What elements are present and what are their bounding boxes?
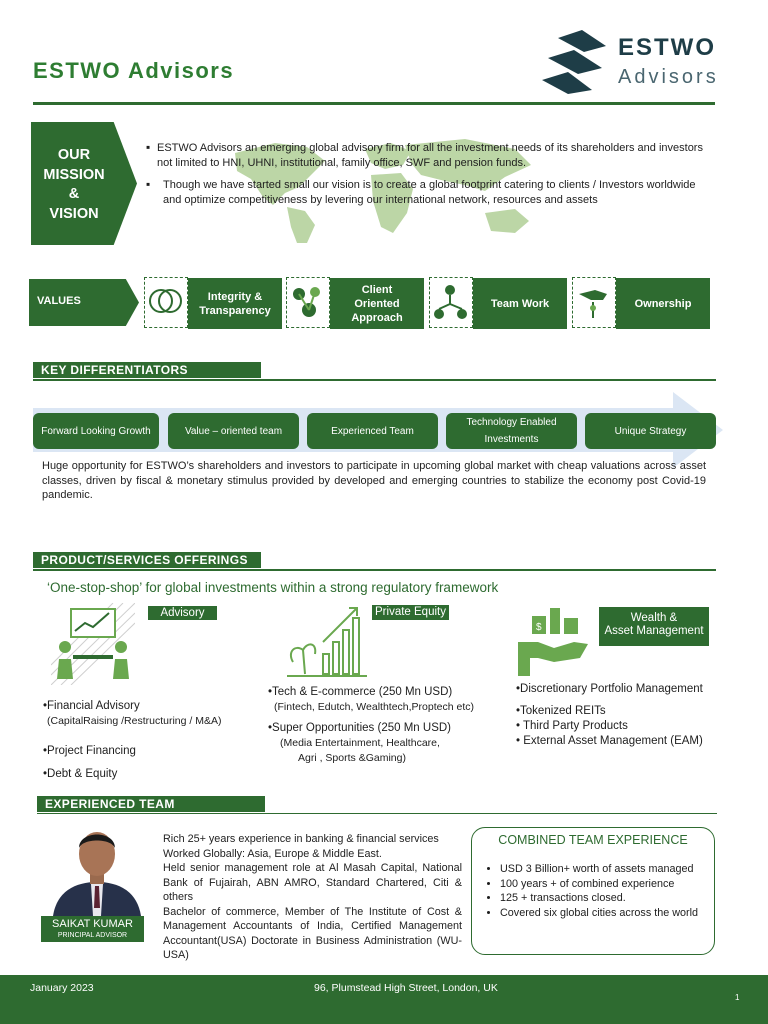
wealth-tag-line: Asset Management <box>604 625 704 637</box>
offerings-tagline: ‘One-stop-shop’ for global investments within a strong regulatory framework <box>47 580 499 595</box>
list-item: Agri , Sports &Gaming) <box>298 752 406 764</box>
list-item: (Fintech, Edutch, Wealthtech,Proptech etc) <box>274 701 474 713</box>
team-bio <box>163 832 462 963</box>
value-ownership: Ownership <box>616 278 710 329</box>
hand-holding-icon <box>573 278 614 326</box>
profile-name: SAIKAT KUMAR <box>52 918 133 930</box>
mission-heading-line: VISION <box>49 205 99 222</box>
wealth-tag <box>599 607 709 646</box>
section-divider <box>37 813 717 814</box>
values-label: VALUES <box>37 295 81 307</box>
differentiator-technology: Technology Enabled Investments <box>446 413 577 449</box>
differentiator-value-team: Value – oriented team <box>168 413 299 449</box>
list-item: • 100 years + of combined experience <box>500 877 699 892</box>
mission-paragraph: ESTWO Advisors an emerging global advisory firm for all the investment needs of its shareholders and investors not limited to HNI, UHNI, institutional, family office, SWF and pension funds. <box>157 142 703 169</box>
intertwined-rings-icon <box>145 278 186 326</box>
bullet-marker: ▪ <box>146 140 151 154</box>
profile-nameplate <box>41 916 144 942</box>
footer-date: January 2023 <box>30 982 94 994</box>
wealth-tag-line: Wealth & <box>630 612 678 624</box>
mission-heading-line: MISSION <box>43 166 105 183</box>
value-icon-box <box>429 277 473 328</box>
growth-plant-chart-icon <box>283 602 371 680</box>
bullet-marker: ▪ <box>146 177 151 191</box>
combined-experience-list <box>483 862 699 920</box>
list-item: • External Asset Management (EAM) <box>516 735 703 747</box>
bio-line: Rich 25+ years experience in banking & financial services <box>163 833 439 845</box>
value-icon-box <box>572 277 616 328</box>
bio-line: Worked Globally: Asia, Europe & Middle East. <box>163 847 382 860</box>
wealth-list <box>516 682 726 749</box>
combined-experience-heading: COMBINED TEAM EXPERIENCE <box>498 833 688 847</box>
list-item: •Debt & Equity <box>43 768 118 780</box>
value-team-work: Team Work <box>473 278 567 329</box>
profile-role: PRINCIPAL ADVISOR <box>57 932 128 939</box>
value-icon-box <box>144 277 188 328</box>
differentiator-experienced-team: Experienced Team <box>307 413 438 449</box>
client-network-icon <box>287 278 328 326</box>
mission-bullet-2 <box>146 178 706 208</box>
advisory-tag: Advisory <box>148 606 217 620</box>
bio-line: Bachelor of commerce, Member of The Institute of Cost & Management Accountants of India, Certified Management Accountant(USA) Doctorate in Business Administration (WU- USA) <box>163 905 462 961</box>
footer-address: 96, Plumstead High Street, London, UK <box>314 982 498 994</box>
list-item: •Discretionary Portfolio Management <box>516 683 703 695</box>
value-client-oriented: Client Oriented Approach <box>330 278 424 329</box>
logo-stripes-icon <box>540 30 610 95</box>
section-divider <box>33 569 716 571</box>
list-item: •Tokenized REITs <box>516 705 606 717</box>
differentiator-forward-growth: Forward Looking Growth <box>33 413 159 449</box>
mission-heading-line: & <box>68 186 80 202</box>
section-heading-offerings: PRODUCT/SERVICES OFFERINGS <box>33 552 261 568</box>
mission-heading <box>31 146 117 224</box>
private-equity-tag: Private Equity <box>372 605 449 620</box>
list-item: (Media Entertainment, Healthcare, <box>280 737 440 749</box>
section-heading-team: EXPERIENCED TEAM <box>37 796 265 812</box>
profile-photo-avatar <box>47 820 147 916</box>
list-item: • Third Party Products <box>516 720 628 732</box>
list-item: •Tech & E-commerce (250 Mn USD) <box>268 686 453 698</box>
title-divider <box>33 102 715 105</box>
team-hierarchy-icon <box>430 278 471 326</box>
differentiator-unique-strategy: Unique Strategy <box>585 413 716 449</box>
logo-subtitle: Advisors <box>618 66 719 88</box>
list-item: • 125 + transactions closed. <box>500 891 699 906</box>
list-item: • USD 3 Billion+ worth of assets managed <box>500 862 699 877</box>
section-divider <box>33 379 716 381</box>
logo-wordmark: ESTWO <box>618 34 716 61</box>
value-integrity: Integrity & Transparency <box>188 278 282 329</box>
list-item: •Project Financing <box>43 745 136 757</box>
list-item: •Financial Advisory <box>43 700 140 712</box>
vision-paragraph: Though we have started small our vision is to create a global footprint catering to clients / Investors worldwide and optimize competitiveness by levering our international network, resources and assets <box>163 179 696 206</box>
page-title: ESTWO Advisors <box>33 58 235 83</box>
mission-heading-line: OUR <box>57 147 91 163</box>
differentiators-paragraph: Huge opportunity for ESTWO’s shareholders and investors to participate in upcoming global market with cheap valuations across asset classes, driven by fiscal & monetary stimulus provided by developed and emerging countries to stabilize the economy post Covid-19 pandemic. <box>42 460 706 501</box>
page-number: 1 <box>735 993 740 1002</box>
private-equity-list <box>268 685 508 766</box>
list-item: (CapitalRaising /Restructuring / M&A) <box>47 715 222 727</box>
list-item: •Super Opportunities (250 Mn USD) <box>268 722 451 734</box>
svg-text:$: $ <box>536 622 542 633</box>
value-icon-box <box>286 277 330 328</box>
section-heading-differentiators: KEY DIFFERENTIATORS <box>33 362 261 378</box>
list-item: • Covered six global cities across the world <box>500 906 699 921</box>
mission-bullet-1 <box>146 141 706 171</box>
advisory-list <box>43 699 253 782</box>
bio-line: Held senior management role at Al Masah Capital, National Bank of Fujairah, ABN AMRO, Standard Chartered, Citi & others <box>163 862 462 903</box>
advisory-meeting-icon <box>51 603 135 685</box>
wealth-hand-city-icon <box>514 602 594 678</box>
